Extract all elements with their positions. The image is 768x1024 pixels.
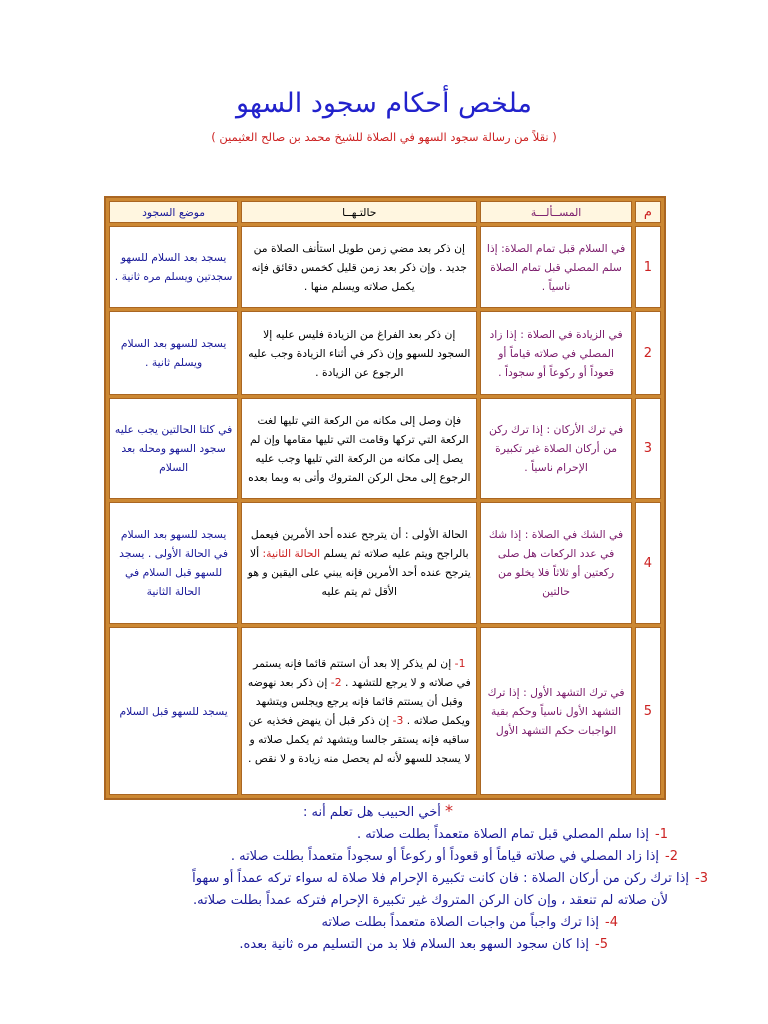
state-case-one: الحالة الأولى : أن يترجح عنده أحد الأمرين فيعمل بالراجح ويتم عليه صلاته ثم يسلم — [250, 528, 469, 560]
note-text: إذا كان سجود السهو بعد السلام فلا بد من التسليم مره ثانية بعده. — [239, 937, 590, 952]
note-item — [48, 846, 708, 868]
case-three-number: 3- — [392, 714, 404, 727]
row-place: يسجد بعد السلام للسهو سجدتين ويسلم مره ثانية . — [109, 226, 238, 308]
note-text: إذا سلم المصلي قبل تمام الصلاة متعمداً بطلت صلاته . — [356, 827, 650, 842]
notes-heading-text: أخي الحبيب هل تعلم أنه : — [303, 805, 441, 820]
row-state: إن ذكر بعد الفراغ من الزيادة فليس عليه إلا السجود للسهو وإن ذكر في أثناء الزيادة وجب عليه الرجوع عن الزيادة . — [241, 311, 477, 395]
row-number: 2 — [635, 311, 661, 395]
table-row — [109, 398, 661, 499]
note-number: 2- — [665, 849, 678, 864]
note-number: 4- — [605, 915, 618, 930]
page-title: ملخص أحكام سجود السهو — [236, 88, 532, 119]
header-state: حالتـهــا — [241, 201, 477, 223]
note-number: 3- — [695, 871, 708, 886]
row-number: 1 — [635, 226, 661, 308]
row-issue: في السلام قبل تمام الصلاة: إذا سلم المصلي قبل تمام الصلاة ناسياً . — [480, 226, 631, 308]
note-item — [48, 868, 708, 890]
header-num: م — [635, 201, 661, 223]
rulings-table — [104, 196, 666, 800]
star-icon: * — [445, 801, 453, 820]
table-row — [109, 226, 661, 308]
note-item — [48, 824, 708, 846]
row-state — [241, 627, 477, 795]
note-number: 5- — [595, 937, 608, 952]
row-place: يسجد للسهو بعد السلام في الحالة الأولى . يسجد للسهو قبل السلام في الحالة الثانية — [109, 502, 238, 624]
row-issue: في الزيادة في الصلاة : إذا زاد المصلي في صلاته قياماً أو قعوداً أو ركوعاً أو سجوداً . — [480, 311, 631, 395]
note-item — [48, 912, 708, 934]
case-one-text: إن لم يذكر إلا بعد أن استتم قائما فإنه يستمر في صلاته و لا يرجع للتشهد . — [253, 657, 471, 689]
state-case-two: ألا يترجح عنده أحد الأمرين فإنه يبني على اليقين و هو الأقل ثم يتم عليه — [247, 547, 471, 598]
table-header-row — [109, 201, 661, 223]
row-issue: في ترك التشهد الأول : إذا ترك التشهد الأول ناسياً وحكم بقية الواجبات حكم التشهد الأول — [480, 627, 631, 795]
row-state: فإن وصل إلى مكانه من الركعة التي تليها لغت الركعة التي تركها وقامت التي تليها مقامها وإن لم يصل إلى مكانه من الركعة التي تليها وجب عليه الرجوع إلى محل الركن المتروك وأتى به وبما بعده — [241, 398, 477, 499]
case-one-number: 1- — [454, 657, 466, 670]
table-row — [109, 502, 661, 624]
notes-section — [48, 800, 708, 956]
page-subtitle: ( نقلاً من رسالة سجود السهو في الصلاة للشيخ محمد بن صالح العثيمين ) — [211, 130, 557, 144]
row-number: 5 — [635, 627, 661, 795]
row-number: 4 — [635, 502, 661, 624]
case-two-text: إن ذكر بعد نهوضه وقبل أن يستتم قائما فإنه يرجع ويجلس ويتشهد ويكمل صلاته . — [247, 676, 471, 727]
table-row — [109, 627, 661, 795]
header-place: موضع السجود — [109, 201, 238, 223]
row-issue: في الشك في الصلاة : إذا شك في عدد الركعات هل صلى ركعتين أو ثلاثاً فلا يخلو من حالتين — [480, 502, 631, 624]
row-state — [241, 502, 477, 624]
notes-heading — [48, 800, 708, 824]
note-number: 1- — [655, 827, 668, 842]
case-two-number: 2- — [330, 676, 342, 689]
case-three-text: إن ذكر قبل أن ينهض فخذيه عن ساقيه فإنه يستقر جالسا ويتشهد ثم يكمل صلاته و لا يسجد للسهو لأنه لم يحصل منه زيادة و لا نقص . — [248, 714, 471, 765]
row-state: إن ذكر بعد مضي زمن طويل استأنف الصلاة من جديد . وإن ذكر بعد زمن قليل كخمس دقائق فإنه يكمل صلاته ويسلم منها . — [241, 226, 477, 308]
table-row — [109, 311, 661, 395]
row-number: 3 — [635, 398, 661, 499]
row-place: يسجد للسهو بعد السلام ويسلم ثانية . — [109, 311, 238, 395]
note-item-continuation: لأن صلاته لم تنعقد ، وإن كان الركن المتروك غير تكبيرة الإحرام فتركه عمداً بطلت صلاته. — [193, 893, 668, 908]
note-text: إذا ترك واجباً من واجبات الصلاة متعمداً بطلت صلاته — [321, 915, 600, 930]
note-text: إذا ترك ركن من أركان الصلاة : فان كانت تكبيرة الإحرام فلا صلاة له سواء تركه عمداً أو سهواً — [192, 871, 690, 886]
note-text: إذا زاد المصلي في صلاته قياماً أو قعوداً أو ركوعاً أو سجوداً متعمداً بطلت صلاته . — [230, 849, 660, 864]
row-place: في كلتا الحالتين يجب عليه سجود السهو ومحله بعد السلام — [109, 398, 238, 499]
row-issue: في ترك الأركان : إذا ترك ركن من أركان الصلاة غير تكبيرة الإحرام ناسياً . — [480, 398, 631, 499]
note-item — [48, 934, 708, 956]
header-issue: المســألـــة — [480, 201, 631, 223]
state-case-two-label: الحالة الثانية: — [262, 547, 321, 560]
row-place: يسجد للسهو قبل السلام — [109, 627, 238, 795]
